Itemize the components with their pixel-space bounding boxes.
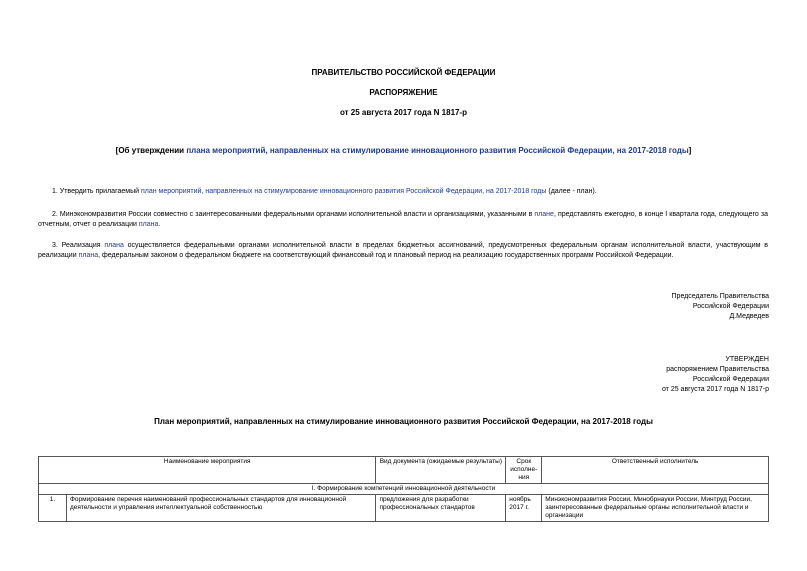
approved-line-2: распоряжением Правительства xyxy=(666,366,769,373)
p2-text-a: 2. Минэкономразвития России совместно с заинтересованными федеральными органами исполнительной власти и организациями, указанными в xyxy=(52,211,535,218)
row-term: ноябрь 2017 г. xyxy=(506,495,542,522)
row-number: 1. xyxy=(39,495,67,522)
row-exec: Минэкономразвития России, Минобрнауки России, Минтруд России, заинтересованные федеральные органы исполнительной власти и организации xyxy=(542,495,769,522)
table-section-row xyxy=(39,484,769,495)
p3-text-c: , федеральным законом о федеральном бюджете на соответствующий финансовый год и плановый период на реализацию государственных программ Российской Федерации. xyxy=(98,252,674,259)
row-doc: предложения для разработки профессиональных стандартов xyxy=(376,495,506,522)
paragraph-3 xyxy=(38,241,768,261)
table-header-row xyxy=(39,457,769,484)
document-subject xyxy=(0,146,807,155)
plan-table xyxy=(38,456,769,522)
signature-line-1: Председатель Правительства xyxy=(671,293,769,300)
p3-text-b: осуществляется федеральными органами исполнительной власти в пределах бюджетных ассигнований, предусмотренных федеральным органам исполнительной власти, участвующим в реализации xyxy=(38,242,768,259)
header-term: Срок исполне-ния xyxy=(506,457,542,484)
paragraph-1 xyxy=(38,187,768,197)
signature-line-3: Д.Медведев xyxy=(729,313,769,320)
p1-text-a: 1. Утвердить прилагаемый xyxy=(52,188,141,195)
subject-open: [Об утверждении xyxy=(115,146,187,155)
document-date-number: от 25 августа 2017 года N 1817-р xyxy=(339,108,468,117)
signature-line-2: Российской Федерации xyxy=(692,303,769,310)
header-exec: Ответственный исполнитель xyxy=(542,457,769,484)
section-title: I. Формирование компетенций инновационной деятельности xyxy=(39,484,769,495)
p1-plan-link[interactable]: план мероприятий, направленных на стимулирование инновационного развития Российской Федерации, на 2017-2018 годы xyxy=(140,188,547,195)
p1-text-b: (далее - план). xyxy=(546,188,597,195)
p2-text-c: . xyxy=(158,221,161,228)
signature-block xyxy=(672,292,769,322)
government-heading: ПРАВИТЕЛЬСТВО РОССИЙСКОЙ ФЕДЕРАЦИИ xyxy=(311,68,496,77)
header-doc: Вид документа (ожидаемые результаты) xyxy=(376,457,506,484)
p3-plan-link-1[interactable]: плана xyxy=(104,242,124,249)
p2-text-b: , представлять ежегодно, в конце I квартала года, следующего за отчетным, отчет о реализации xyxy=(38,211,768,228)
approved-line-4: от 25 августа 2017 года N 1817-р xyxy=(661,386,769,393)
paragraph-2 xyxy=(38,210,768,230)
p3-plan-link-2[interactable]: плана xyxy=(78,252,99,259)
approved-line-3: Российской Федерации xyxy=(692,376,769,383)
subject-plan-link[interactable]: плана мероприятий, направленных на стимулирование инновационного развития Российской Федерации, на 2017-2018 годы xyxy=(186,146,689,155)
approved-line-1: УТВЕРЖДЕН xyxy=(725,356,769,363)
plan-title: План мероприятий, направленных на стимулирование инновационного развития Российской Федерации, на 2017-2018 годы xyxy=(154,417,653,426)
p2-plan-link-1[interactable]: плане xyxy=(534,211,554,218)
document-type-heading: РАСПОРЯЖЕНИЕ xyxy=(369,88,438,97)
row-name: Формирование перечня наименований профессиональных стандартов для инновационной деятельности и управления интеллектуальной собственностью xyxy=(66,495,375,522)
p2-plan-link-2[interactable]: плана xyxy=(138,221,159,228)
table-row xyxy=(39,495,769,522)
p3-text-a: 3. Реализация xyxy=(52,242,105,249)
header-name: Наименование мероприятия xyxy=(39,457,376,484)
subject-close: ] xyxy=(688,146,692,155)
approved-block xyxy=(662,355,769,395)
